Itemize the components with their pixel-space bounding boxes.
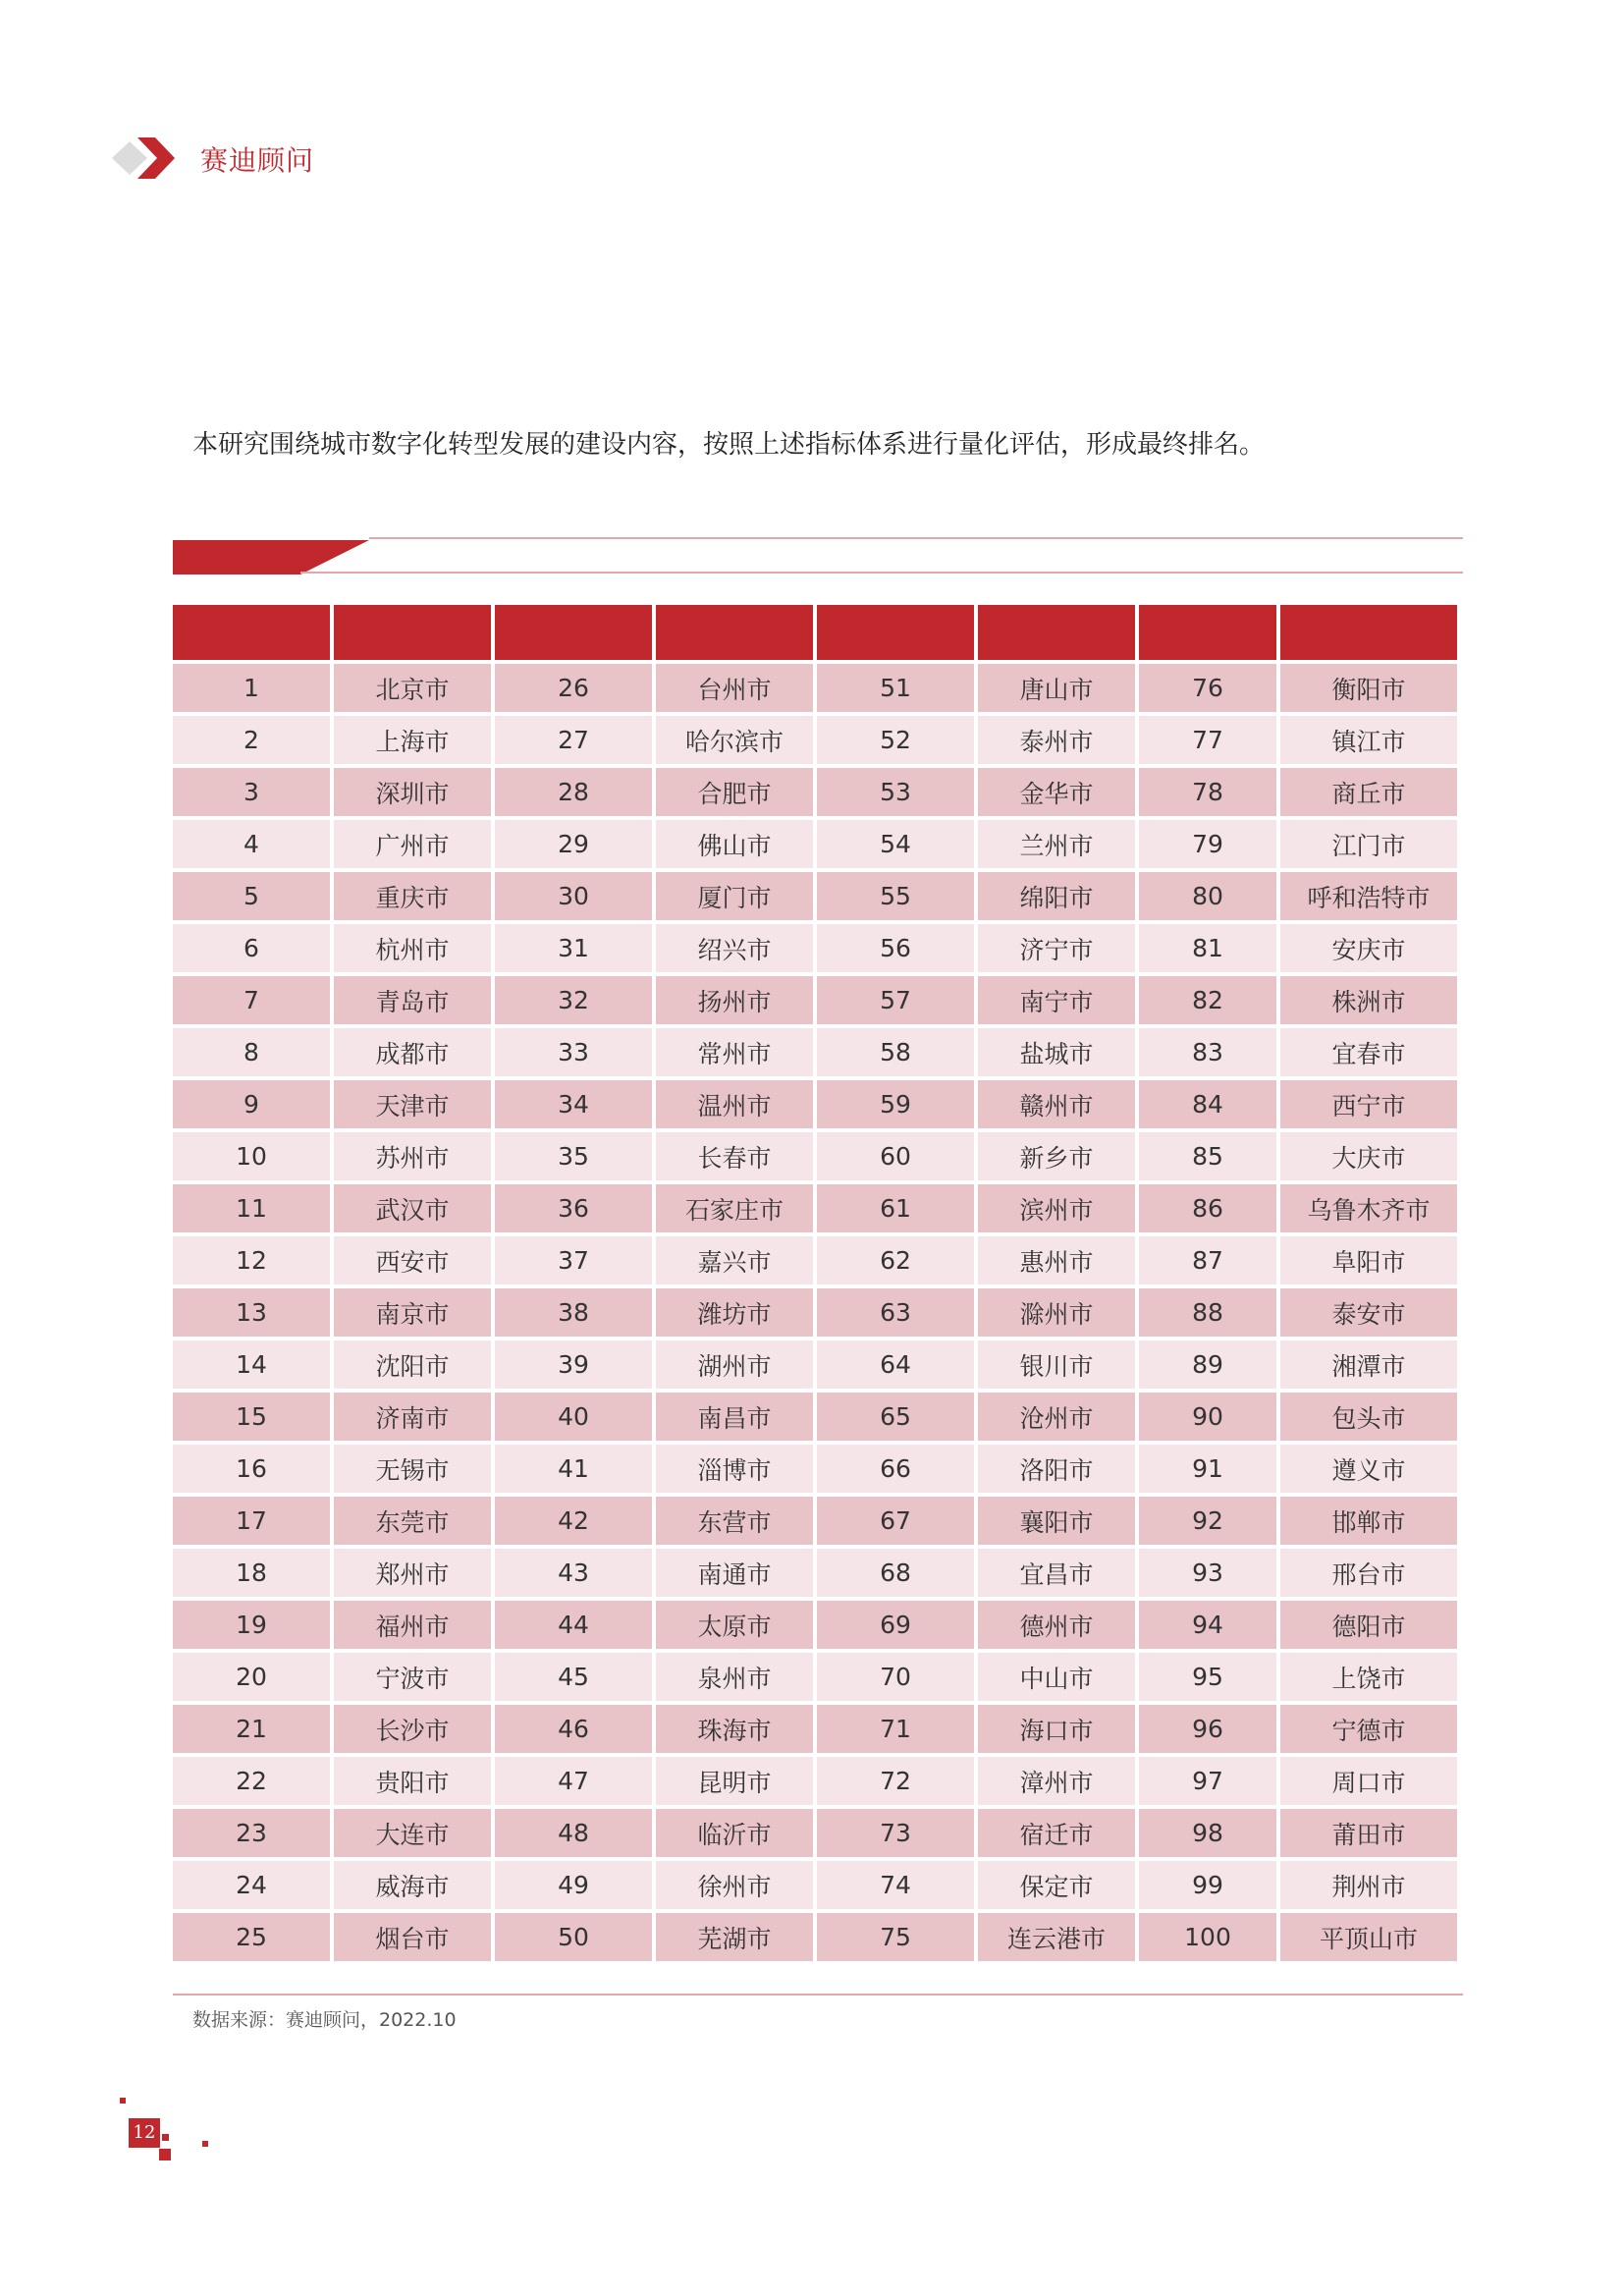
rank-cell: 74 [817,1861,974,1909]
rank-cell: 32 [495,976,652,1024]
rank-cell: 36 [495,1184,652,1232]
city-cell: 温州市 [656,1080,813,1128]
city-cell: 上饶市 [1280,1653,1457,1701]
rank-cell: 49 [495,1861,652,1909]
table-body [173,664,1457,1961]
city-cell: 贵阳市 [334,1757,491,1805]
header-cell [173,605,330,660]
table-header-row [173,605,1457,660]
brand-name: 赛迪顾问 [200,144,315,177]
city-cell: 杭州市 [334,924,491,972]
city-cell: 滁州市 [978,1288,1135,1337]
city-cell: 宁德市 [1280,1705,1457,1753]
rank-cell: 68 [817,1549,974,1597]
rank-cell: 21 [173,1705,330,1753]
city-cell: 泰安市 [1280,1288,1457,1337]
rank-cell: 67 [817,1497,974,1545]
page-number: 12 [133,2122,156,2143]
city-cell: 湘潭市 [1280,1340,1457,1389]
city-cell: 绵阳市 [978,872,1135,920]
rank-cell: 2 [173,716,330,764]
rank-cell: 25 [173,1913,330,1961]
city-cell: 潍坊市 [656,1288,813,1337]
city-cell: 保定市 [978,1861,1135,1909]
city-cell: 唐山市 [978,664,1135,712]
table-row [173,976,1457,1024]
city-cell: 中山市 [978,1653,1135,1701]
rank-cell: 42 [495,1497,652,1545]
rank-cell: 38 [495,1288,652,1337]
rank-cell: 46 [495,1705,652,1753]
rank-cell: 78 [1139,768,1276,816]
rank-cell: 54 [817,820,974,868]
city-cell: 芜湖市 [656,1913,813,1961]
city-cell: 太原市 [656,1601,813,1649]
city-cell: 常州市 [656,1028,813,1076]
rank-cell: 33 [495,1028,652,1076]
rank-cell: 82 [1139,976,1276,1024]
city-cell: 广州市 [334,820,491,868]
city-cell: 苏州市 [334,1132,491,1180]
rank-cell: 86 [1139,1184,1276,1232]
rank-cell: 92 [1139,1497,1276,1545]
rank-cell: 17 [173,1497,330,1545]
rank-cell: 44 [495,1601,652,1649]
rank-cell: 15 [173,1393,330,1441]
rank-cell: 18 [173,1549,330,1597]
city-cell: 大庆市 [1280,1132,1457,1180]
rank-cell: 83 [1139,1028,1276,1076]
rank-cell: 40 [495,1393,652,1441]
rank-cell: 50 [495,1913,652,1961]
city-cell: 阜阳市 [1280,1236,1457,1285]
table-row [173,1184,1457,1232]
city-cell: 湖州市 [656,1340,813,1389]
rank-cell: 79 [1139,820,1276,868]
city-cell: 石家庄市 [656,1184,813,1232]
table-row [173,1809,1457,1857]
city-cell: 深圳市 [334,768,491,816]
city-cell: 赣州市 [978,1080,1135,1128]
table-row [173,1445,1457,1493]
rank-cell: 1 [173,664,330,712]
rank-cell: 7 [173,976,330,1024]
rank-cell: 51 [817,664,974,712]
rank-cell: 62 [817,1236,974,1285]
city-cell: 金华市 [978,768,1135,816]
city-cell: 衡阳市 [1280,664,1457,712]
rank-cell: 90 [1139,1393,1276,1441]
rank-cell: 22 [173,1757,330,1805]
rank-cell: 84 [1139,1080,1276,1128]
rank-cell: 58 [817,1028,974,1076]
city-cell: 惠州市 [978,1236,1135,1285]
city-cell: 商丘市 [1280,768,1457,816]
city-cell: 重庆市 [334,872,491,920]
rank-cell: 24 [173,1861,330,1909]
city-cell: 泰州市 [978,716,1135,764]
city-cell: 沈阳市 [334,1340,491,1389]
rank-cell: 98 [1139,1809,1276,1857]
city-cell: 厦门市 [656,872,813,920]
rank-cell: 34 [495,1080,652,1128]
city-cell: 宿迁市 [978,1809,1135,1857]
city-cell: 淄博市 [656,1445,813,1493]
table-row [173,1132,1457,1180]
rank-cell: 76 [1139,664,1276,712]
rank-cell: 81 [1139,924,1276,972]
city-cell: 大连市 [334,1809,491,1857]
city-cell: 西安市 [334,1236,491,1285]
table-row [173,1861,1457,1909]
rank-cell: 48 [495,1809,652,1857]
city-cell: 遵义市 [1280,1445,1457,1493]
intro-paragraph: 本研究围绕城市数字化转型发展的建设内容，按照上述指标体系进行量化评估，形成最终排名。 [192,430,1266,460]
table-row [173,664,1457,712]
rank-cell: 97 [1139,1757,1276,1805]
rank-cell: 94 [1139,1601,1276,1649]
rank-cell: 27 [495,716,652,764]
table-row [173,1705,1457,1753]
city-cell: 江门市 [1280,820,1457,868]
city-cell: 平顶山市 [1280,1913,1457,1961]
rank-cell: 37 [495,1236,652,1285]
rank-cell: 8 [173,1028,330,1076]
table-row [173,872,1457,920]
rank-cell: 100 [1139,1913,1276,1961]
city-cell: 德阳市 [1280,1601,1457,1649]
table-row [173,1549,1457,1597]
city-cell: 嘉兴市 [656,1236,813,1285]
rank-cell: 6 [173,924,330,972]
table-row [173,1080,1457,1128]
rank-cell: 30 [495,872,652,920]
rank-cell: 60 [817,1132,974,1180]
rank-cell: 29 [495,820,652,868]
table-row [173,820,1457,868]
rank-cell: 65 [817,1393,974,1441]
city-cell: 台州市 [656,664,813,712]
city-cell: 宜春市 [1280,1028,1457,1076]
city-cell: 长春市 [656,1132,813,1180]
city-cell: 济宁市 [978,924,1135,972]
city-cell: 珠海市 [656,1705,813,1753]
rank-cell: 85 [1139,1132,1276,1180]
table-row [173,1757,1457,1805]
city-cell: 邯郸市 [1280,1497,1457,1545]
rank-cell: 45 [495,1653,652,1701]
rank-cell: 71 [817,1705,974,1753]
rank-cell: 53 [817,768,974,816]
city-cell: 莆田市 [1280,1809,1457,1857]
table-row [173,1340,1457,1389]
rank-cell: 87 [1139,1236,1276,1285]
rank-cell: 10 [173,1132,330,1180]
city-cell: 合肥市 [656,768,813,816]
city-cell: 昆明市 [656,1757,813,1805]
city-cell: 德州市 [978,1601,1135,1649]
rank-cell: 3 [173,768,330,816]
city-cell: 连云港市 [978,1913,1135,1961]
rank-cell: 77 [1139,716,1276,764]
rank-cell: 19 [173,1601,330,1649]
city-cell: 长沙市 [334,1705,491,1753]
table-row [173,924,1457,972]
rank-cell: 96 [1139,1705,1276,1753]
rank-cell: 47 [495,1757,652,1805]
rank-cell: 14 [173,1340,330,1389]
city-cell: 成都市 [334,1028,491,1076]
city-cell: 洛阳市 [978,1445,1135,1493]
rank-cell: 16 [173,1445,330,1493]
city-cell: 包头市 [1280,1393,1457,1441]
city-cell: 武汉市 [334,1184,491,1232]
city-cell: 漳州市 [978,1757,1135,1805]
city-cell: 海口市 [978,1705,1135,1753]
table-title-band [173,535,1463,574]
rank-cell: 12 [173,1236,330,1285]
rank-cell: 28 [495,768,652,816]
city-cell: 南京市 [334,1288,491,1337]
city-cell: 东莞市 [334,1497,491,1545]
city-cell: 兰州市 [978,820,1135,868]
table-row [173,1288,1457,1337]
city-cell: 西宁市 [1280,1080,1457,1128]
rank-cell: 80 [1139,872,1276,920]
header-cell [334,605,491,660]
rank-cell: 59 [817,1080,974,1128]
header-cell [978,605,1135,660]
city-cell: 泉州市 [656,1653,813,1701]
header-cell [1139,605,1276,660]
rank-cell: 66 [817,1445,974,1493]
city-cell: 无锡市 [334,1445,491,1493]
rank-cell: 69 [817,1601,974,1649]
city-cell: 呼和浩特市 [1280,872,1457,920]
data-source-note: 数据来源：赛迪顾问，2022.10 [192,2009,457,2031]
header-cell [1280,605,1457,660]
city-cell: 临沂市 [656,1809,813,1857]
rank-cell: 35 [495,1132,652,1180]
table-row [173,1393,1457,1441]
rank-cell: 73 [817,1809,974,1857]
city-cell: 佛山市 [656,820,813,868]
rank-cell: 70 [817,1653,974,1701]
city-cell: 郑州市 [334,1549,491,1597]
city-ranking-table [169,601,1461,1965]
rank-cell: 99 [1139,1861,1276,1909]
city-cell: 青岛市 [334,976,491,1024]
rank-cell: 26 [495,664,652,712]
city-cell: 威海市 [334,1861,491,1909]
city-cell: 新乡市 [978,1132,1135,1180]
rank-cell: 55 [817,872,974,920]
rank-cell: 43 [495,1549,652,1597]
table-row [173,768,1457,816]
rank-cell: 64 [817,1340,974,1389]
city-cell: 济南市 [334,1393,491,1441]
city-cell: 襄阳市 [978,1497,1135,1545]
rank-cell: 4 [173,820,330,868]
city-cell: 天津市 [334,1080,491,1128]
rank-cell: 75 [817,1913,974,1961]
city-cell: 南昌市 [656,1393,813,1441]
rank-cell: 72 [817,1757,974,1805]
city-cell: 绍兴市 [656,924,813,972]
city-cell: 南宁市 [978,976,1135,1024]
rank-cell: 5 [173,872,330,920]
brand-logo-icon [110,134,179,183]
rank-cell: 13 [173,1288,330,1337]
city-cell: 上海市 [334,716,491,764]
city-cell: 徐州市 [656,1861,813,1909]
city-cell: 宁波市 [334,1653,491,1701]
city-cell: 镇江市 [1280,716,1457,764]
city-cell: 周口市 [1280,1757,1457,1805]
rank-cell: 56 [817,924,974,972]
table-row [173,1236,1457,1285]
table-row [173,716,1457,764]
rank-cell: 57 [817,976,974,1024]
rank-cell: 88 [1139,1288,1276,1337]
rank-cell: 61 [817,1184,974,1232]
rank-cell: 39 [495,1340,652,1389]
table-row [173,1913,1457,1961]
table-row [173,1601,1457,1649]
rank-cell: 95 [1139,1653,1276,1701]
rank-cell: 41 [495,1445,652,1493]
city-cell: 银川市 [978,1340,1135,1389]
rank-cell: 89 [1139,1340,1276,1389]
rank-cell: 20 [173,1653,330,1701]
rank-cell: 91 [1139,1445,1276,1493]
city-cell: 烟台市 [334,1913,491,1961]
table-row [173,1497,1457,1545]
city-cell: 东营市 [656,1497,813,1545]
rank-cell: 9 [173,1080,330,1128]
city-cell: 南通市 [656,1549,813,1597]
rank-cell: 52 [817,716,974,764]
table-row [173,1028,1457,1076]
city-cell: 滨州市 [978,1184,1135,1232]
city-cell: 扬州市 [656,976,813,1024]
city-cell: 盐城市 [978,1028,1135,1076]
table-row [173,1653,1457,1701]
header-cell [817,605,974,660]
rank-cell: 93 [1139,1549,1276,1597]
city-cell: 株洲市 [1280,976,1457,1024]
city-cell: 荆州市 [1280,1861,1457,1909]
city-cell: 沧州市 [978,1393,1135,1441]
rank-cell: 23 [173,1809,330,1857]
city-cell: 福州市 [334,1601,491,1649]
city-cell: 邢台市 [1280,1549,1457,1597]
table-bottom-rule [173,1994,1463,1995]
city-cell: 北京市 [334,664,491,712]
rank-cell: 63 [817,1288,974,1337]
city-cell: 哈尔滨市 [656,716,813,764]
city-cell: 乌鲁木齐市 [1280,1184,1457,1232]
city-cell: 安庆市 [1280,924,1457,972]
city-cell: 宜昌市 [978,1549,1135,1597]
rank-cell: 31 [495,924,652,972]
header-cell [656,605,813,660]
rank-cell: 11 [173,1184,330,1232]
header-cell [495,605,652,660]
